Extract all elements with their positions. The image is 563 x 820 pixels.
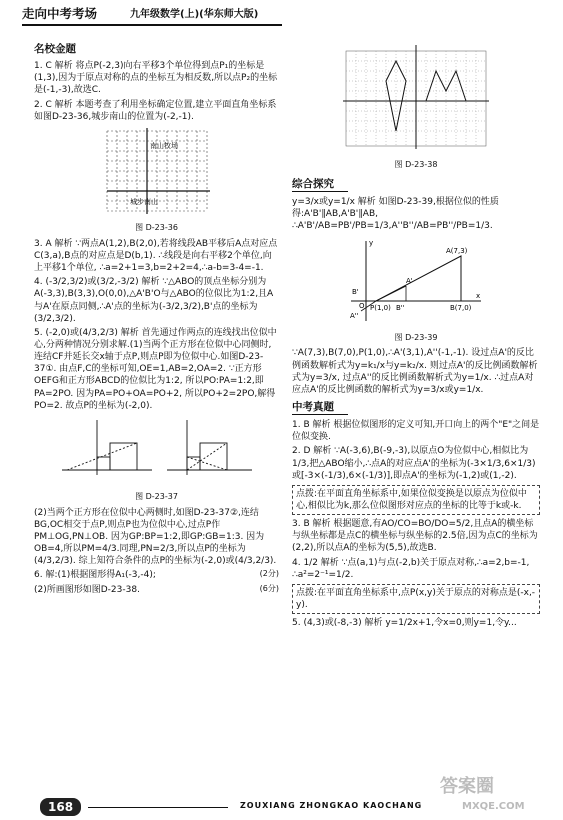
label-a: A(7,3) bbox=[446, 246, 468, 255]
left-column bbox=[34, 40, 279, 598]
answer-1: 1. C 解析 将点P(-2,3)向右平移3个单位得到点P₁的坐标是(1,3),因为于原点对称的点的坐标互为相反数,所以点P₂的坐标是(-1,-3),故选C. bbox=[34, 61, 278, 96]
squares-figure bbox=[57, 415, 257, 485]
answer-5: 5. (-2,0)或(4/3,2/3) 解析 首先通过作两点的连线找出位似中心,分两种情况分别求解.(1)当两个正方形在位似中心同侧时,连结CF并延长交x轴于点P,则点P即为位似中心.如图D-23-37①. 由点F,C的坐标可知,OE=1,AB=2,OA=2. ∵正方形OEFG和正方形ABCD的位似比为1:2, 所以PO:PA=1:2,即PA=2PO. 因为PA=PO+OA=PO+2, 所以PO+2=2PO,解得PO=2. 故点P的坐标为(-2,0). bbox=[34, 327, 277, 411]
label-y-axis: y bbox=[369, 238, 374, 247]
answer-3: 3. A 解析 ∵两点A(1,2),B(2,0),若将线段AB平移后A点对应点C(3,a),B点的对应点是D(b,1). ∴线段是向右平移2个单位,向上平移1个单位, ∴a=2+1=3,b=2+2=4,∴a-b=3-4=-1. bbox=[34, 238, 278, 274]
figure-caption: 图 D-23-37 bbox=[135, 491, 178, 501]
footer-rule bbox=[88, 807, 228, 808]
tip-box: 点拨:在平面直角坐标系中,点P(x,y)关于原点的对称点是(-x,-y). bbox=[292, 584, 540, 614]
grid-figure bbox=[102, 126, 212, 216]
label-b-prime: B' bbox=[352, 287, 359, 296]
label-p: P(1,0) bbox=[370, 303, 391, 312]
section-title: 综合探究 bbox=[292, 177, 348, 192]
exam-answer-5: 5. (4,3)或(-8,-3) 解析 y=1/2x+1,令x=0,则y=1,令y... bbox=[292, 618, 517, 629]
label-chengbu-nanshan: 城步南山 bbox=[129, 197, 158, 206]
points: (6分) bbox=[259, 583, 279, 593]
label-x-axis: x bbox=[476, 291, 481, 300]
explore-answer-a: y=3/x或y=1/x 解析 如图D-23-39,根据位似的性质得:A'B'∥AB,A'B'∥AB, ∴A'B'/AB=PB'/PB=1/3,A''B''/AB=PB''/PB=1/3. bbox=[292, 197, 499, 232]
label-a-double-prime: A'' bbox=[350, 311, 359, 320]
label-origin: O bbox=[359, 301, 365, 310]
exam-answer-2: 2. D 解析 ∵A(-3,6),B(-9,-3),以原点O为位似中心,相似比为1/3,把△ABO缩小,∴点A的对应点A'的坐标为(-3×1/3,6×1/3)或[-3×(-1/3),6×(-1/3)],即点A'的坐标为(-1,2)或(1,-2). bbox=[292, 446, 536, 481]
exam-answer-1: 1. B 解析 根据位似图形的定义可知,开口向上的两个"E"之间是位似变换. bbox=[292, 420, 540, 443]
figure-caption: 图 D-23-38 bbox=[394, 160, 438, 170]
exam-answer-4: 4. 1/2 解析 ∵点(a,1)与点(-2,b)关于原点对称,∴a=2,b=-1, ∴a²=2⁻¹=1/2. bbox=[292, 557, 530, 580]
watermark-url: MXQE.COM bbox=[462, 801, 525, 812]
figure-d-23-36 bbox=[34, 126, 279, 220]
answer-5-part-2: (2)当两个正方形在位似中心两侧时,如图D-23-37②,连结BG,OC相交于点P,则点P也为位似中心,过点P作PM⊥OG,PN⊥OB. 因为GP:BP=1:2,即GP:GB=1:3. 因为OB=4,所以PM=4/3.同理,PN=2/3,所以点P的坐标为(4/3,2/3). 综上知符合条件的点P的坐标为(-2,0)或(4/3,2/3). bbox=[34, 507, 277, 567]
similar-triangle-figure bbox=[346, 236, 486, 326]
answer-6b: (2)所画图形如图D-23-38. (6分) bbox=[34, 583, 279, 595]
right-column bbox=[292, 40, 540, 631]
watermark: 答案圈 bbox=[440, 776, 494, 797]
section-title: 名校金题 bbox=[34, 43, 76, 55]
figure-d-23-37 bbox=[34, 415, 279, 489]
tip-box: 点拨:在平面直角坐标系中,如果位似变换是以原点为位似中心,相似比为k,那么位似图形对应点的坐标的比等于k或-k. bbox=[292, 485, 540, 515]
figure-caption: 图 D-23-39 bbox=[394, 332, 438, 342]
book-title: 走向中考考场 bbox=[22, 6, 98, 21]
book-subtitle: 九年级数学(上)(华东师大版) bbox=[130, 9, 259, 20]
figure-caption: 图 D-23-36 bbox=[135, 223, 178, 233]
answer-6a: 6. 解:(1)根据图形得A₁(-3,-4); (2分) bbox=[34, 569, 279, 581]
label-nanshan-ranch: 南山牧场 bbox=[149, 141, 178, 150]
label-b-double-prime: B'' bbox=[396, 303, 405, 312]
label-a-prime: A' bbox=[406, 276, 413, 285]
header-rule bbox=[22, 24, 282, 26]
explore-answer-b: ∵A(7,3),B(7,0),P(1,0),∴A'(3,1),A''(-1,-1). 设过点A'的反比例函数解析式为y=k₁/x与y=k₂/x. 则过点A'的反比例函数解析式为y=3/x, 过点A''的反比例函数解析式为y=1/x. ∴过点A对应点A'的反比例函数的解析式为y=3/x或y=1/x. bbox=[292, 348, 538, 395]
exam-answer-3: 3. B 解析 根据题意,有AO/CO=BO/DO=5/2,且点A的横坐标与纵坐标都是点C的横坐标与纵坐标的2.5倍,因为点C的坐标为(2,2),所以点A的坐标为(5,5),故选B. bbox=[292, 519, 538, 554]
answer-2: 2. C 解析 本题考查了利用坐标确定位置,建立平面直角坐标系如图D-23-36,城步南山的位置为(-2,-1). bbox=[34, 99, 277, 122]
answer-4: 4. (-3/2,3/2)或(3/2,-3/2) 解析 ∵△ABO的顶点坐标分别为A(-3,3),B(3,3),O(0,0),△A'B'O与△ABO的位似比为1:2,且A与A'在原点同侧,∴A'点的坐标为(-3/2,3/2),B'点的坐标为(3/2,3/2). bbox=[34, 277, 274, 324]
page-header bbox=[22, 6, 542, 32]
section-title: 中考真题 bbox=[292, 400, 348, 415]
figure-d-23-39 bbox=[292, 236, 540, 330]
figure-d-23-38 bbox=[292, 43, 540, 157]
page-number: 168 bbox=[40, 798, 81, 816]
footer-pinyin: ZOUXIANG ZHONGKAO KAOCHANG bbox=[240, 801, 423, 810]
points: (2分) bbox=[259, 569, 279, 579]
label-b: B(7,0) bbox=[450, 303, 472, 312]
dotted-grid-figure bbox=[341, 43, 491, 153]
